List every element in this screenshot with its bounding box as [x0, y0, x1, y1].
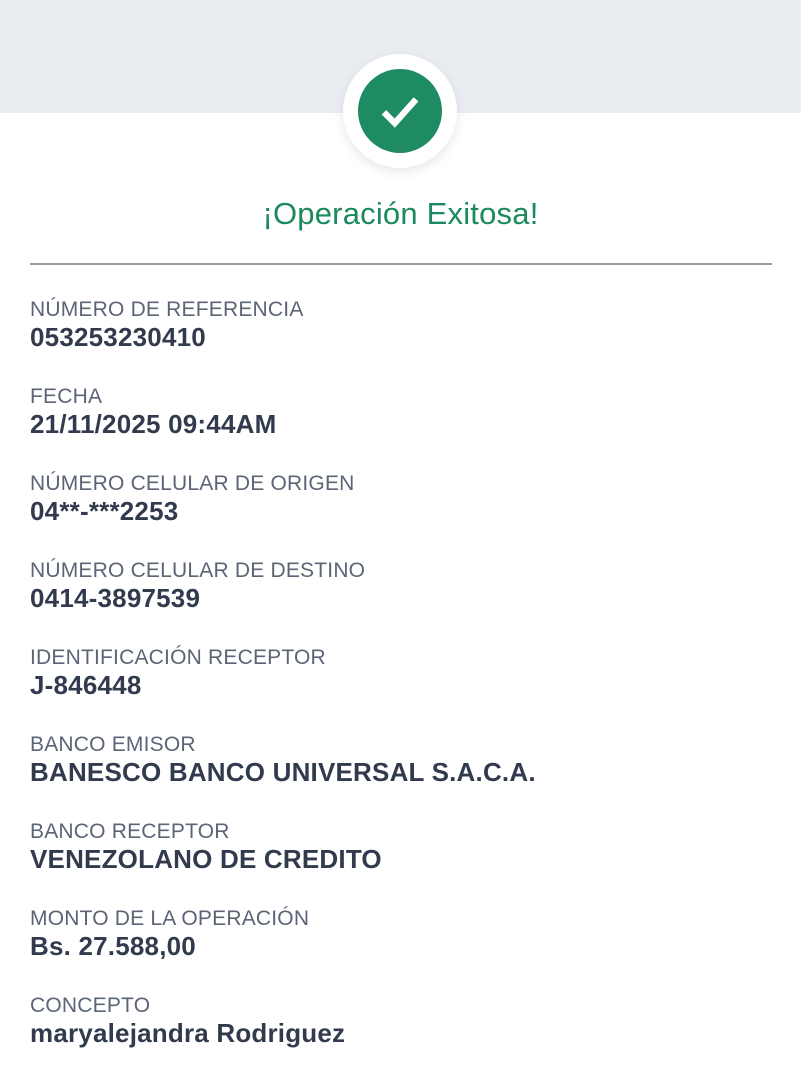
field-value: 053253230410 [30, 322, 206, 352]
field-reference-number [30, 296, 771, 352]
field-receiver-id [30, 644, 771, 700]
field-value: 0414-3897539 [30, 583, 201, 613]
field-receiving-bank [30, 818, 771, 874]
field-value: VENEZOLANO DE CREDITO [30, 844, 382, 874]
page-title: ¡Operación Exitosa! [262, 196, 539, 231]
field-date [30, 383, 771, 439]
success-circle [358, 69, 442, 153]
field-label: NÚMERO CELULAR DE DESTINO [30, 559, 366, 582]
field-label: CONCEPTO [30, 994, 151, 1017]
checkmark-icon [374, 85, 426, 137]
success-badge [343, 54, 457, 168]
field-issuing-bank [30, 731, 771, 787]
field-value: maryalejandra Rodriguez [30, 1018, 346, 1048]
field-value: 21/11/2025 09:44AM [30, 409, 277, 439]
field-label: IDENTIFICACIÓN RECEPTOR [30, 646, 326, 669]
field-amount [30, 905, 771, 961]
field-label: FECHA [30, 385, 103, 408]
field-value: 04**-***2253 [30, 496, 179, 526]
field-label: NÚMERO CELULAR DE ORIGEN [30, 472, 355, 495]
receipt-fields [30, 296, 771, 1079]
field-label: NÚMERO DE REFERENCIA [30, 298, 304, 321]
field-label: BANCO RECEPTOR [30, 820, 230, 843]
field-value: BANESCO BANCO UNIVERSAL S.A.C.A. [30, 757, 536, 787]
field-label: MONTO DE LA OPERACIÓN [30, 907, 310, 930]
field-origin-phone [30, 470, 771, 526]
field-label: BANCO EMISOR [30, 733, 196, 756]
field-value: J-846448 [30, 670, 142, 700]
field-concept [30, 992, 771, 1048]
divider [30, 263, 772, 265]
field-destination-phone [30, 557, 771, 613]
field-value: Bs. 27.588,00 [30, 931, 196, 961]
